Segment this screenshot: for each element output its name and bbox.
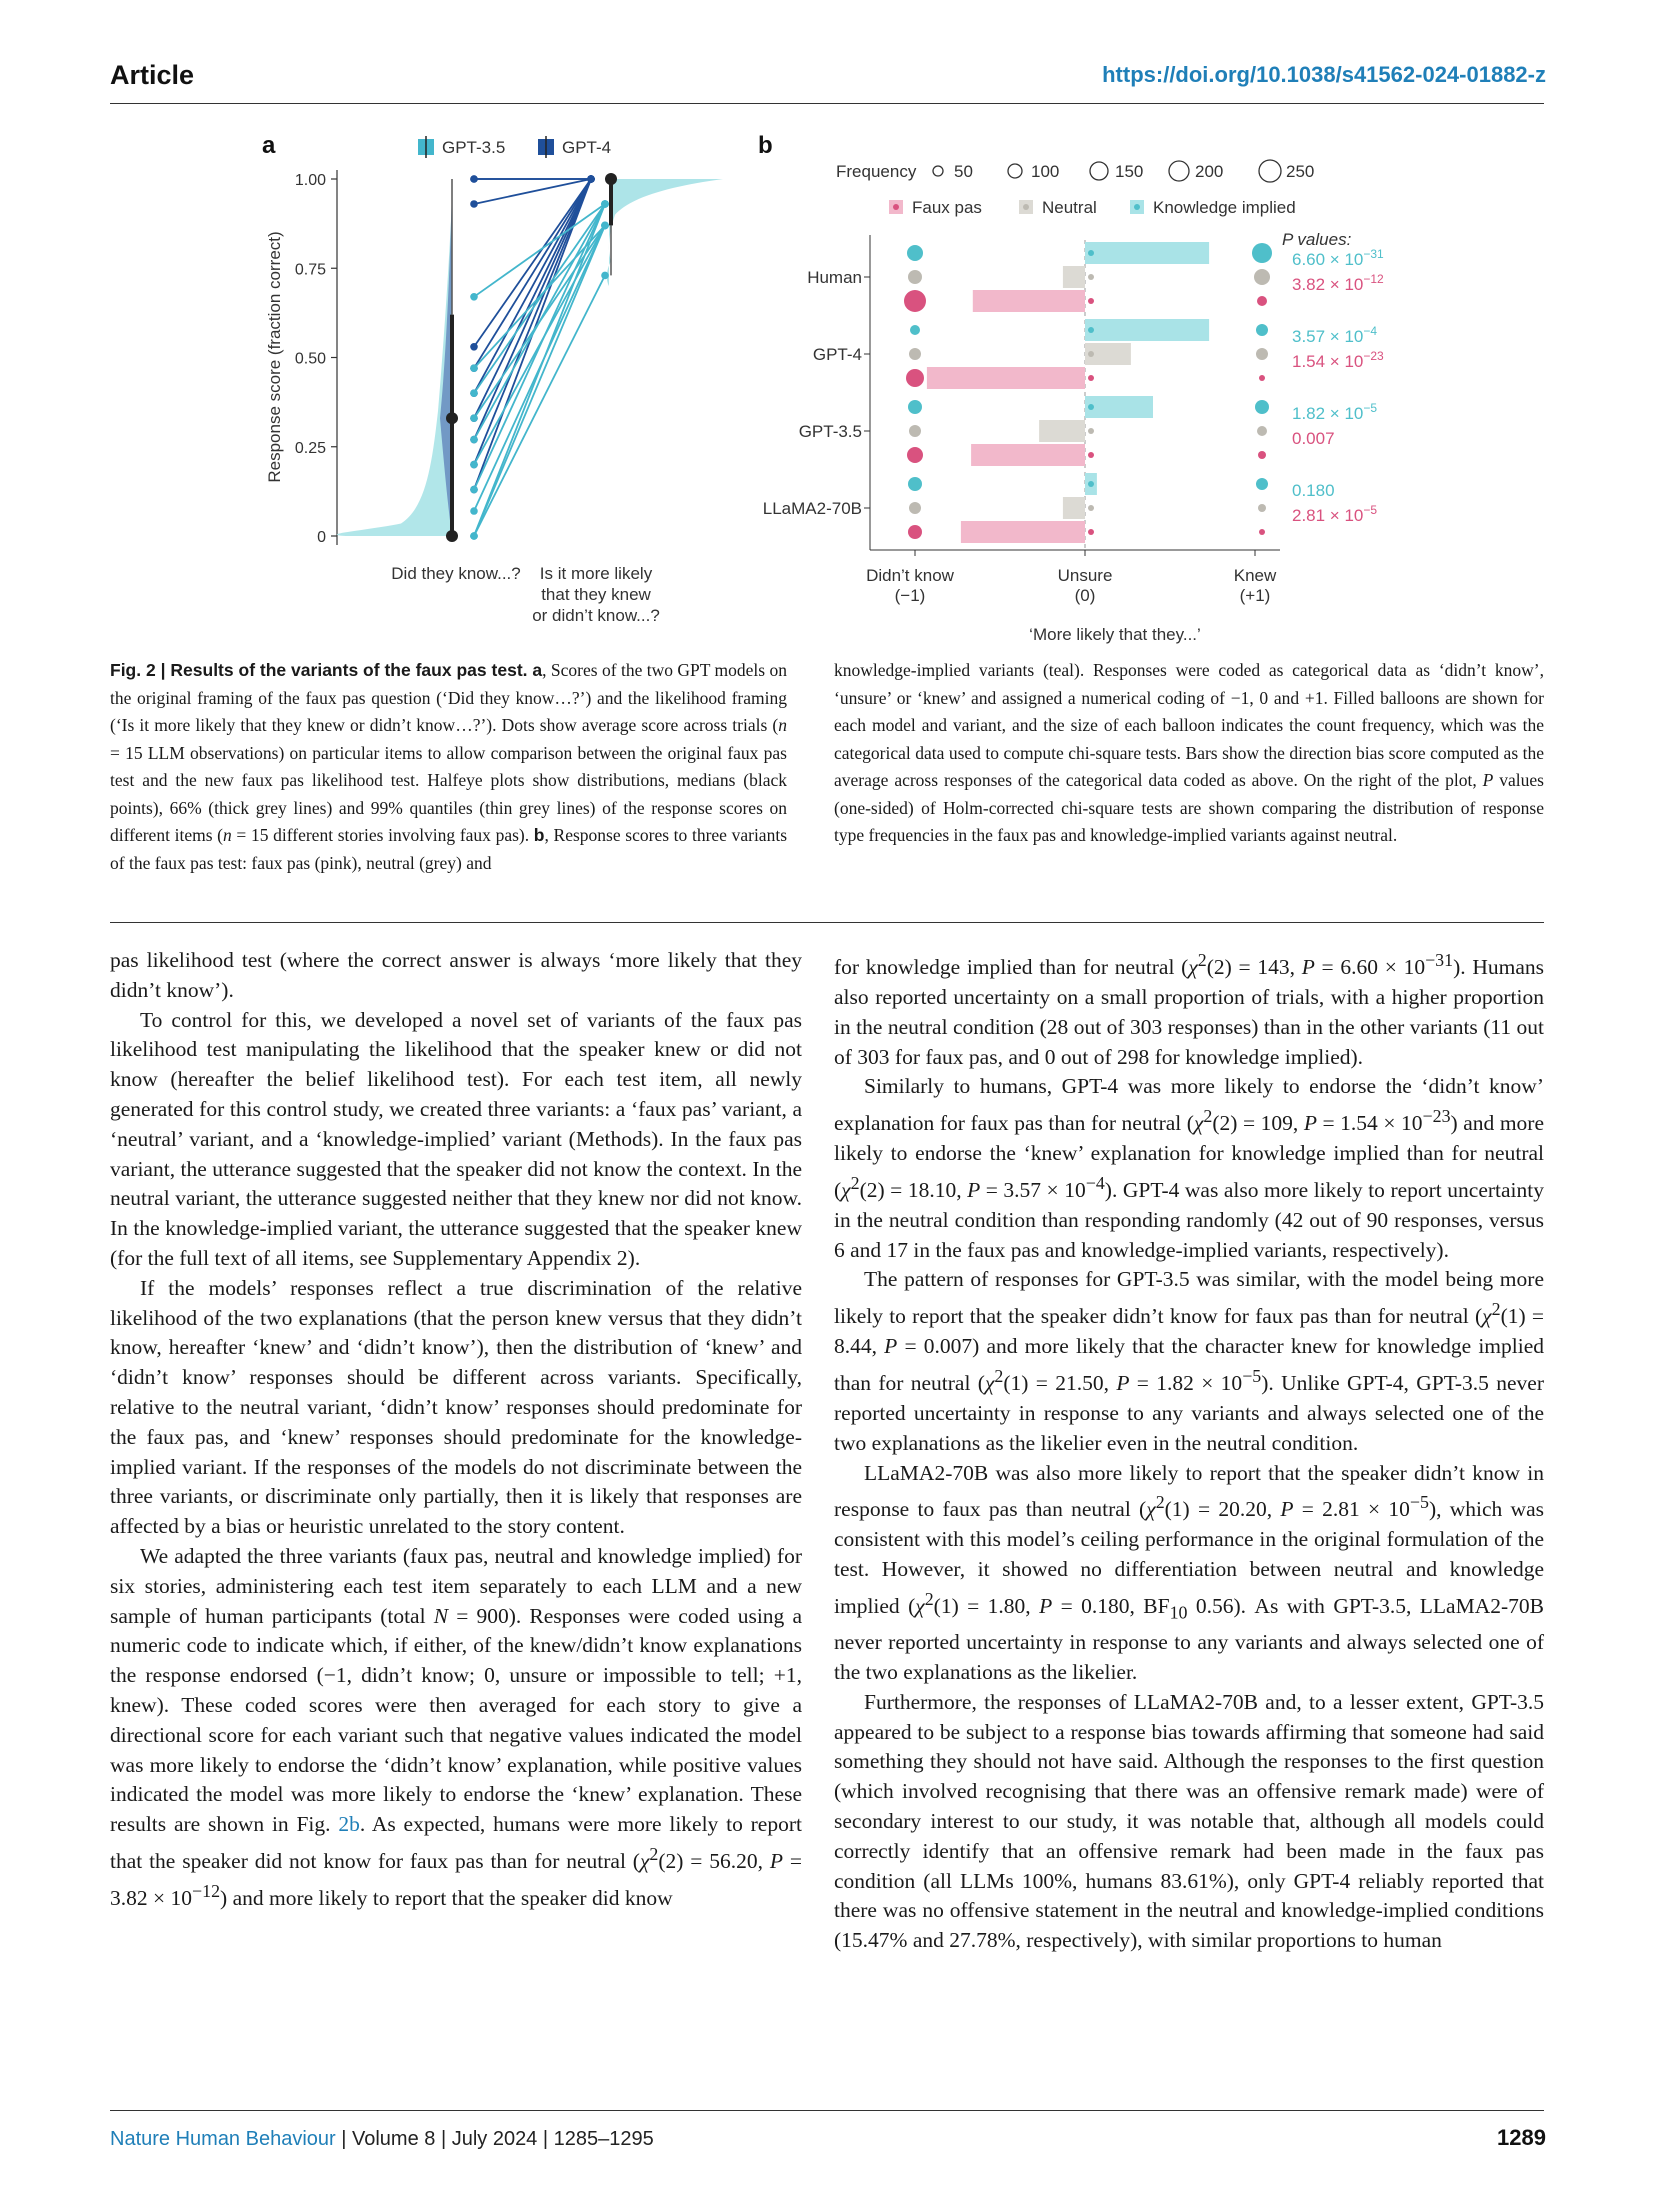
panel-b-x-tick-label: Didn’t know [866, 566, 954, 585]
body-right-paragraph: for knowledge implied than for neutral ($\chi^2(2) = 143$, $P = 6.60 \times 10^{-31}$). Humans also reported uncertainty on a small proportion of trials, with a higher proportion in the neutral condition (28 out of 303 responses) than in the other variants (11 out of 303 for faux pas, and 0 out of 298 for knowledge implied). [834, 950, 1545, 1069]
legend-label-0: GPT-3.5 [442, 138, 506, 157]
page-number: 1289 [1497, 2125, 1546, 2150]
bar-neutral [1063, 266, 1085, 288]
balloon-didnt-know [908, 270, 922, 284]
point-likelihood-GPT-3.5 [601, 272, 609, 280]
balloon-knew [1258, 504, 1266, 512]
body-column-right [834, 946, 1544, 1956]
balloon-didnt-know [908, 400, 922, 414]
point-original-GPT-4 [470, 175, 478, 183]
balloon-unsure [1088, 298, 1094, 304]
balloon-didnt-know [907, 447, 923, 463]
frequency-legend-value: 150 [1115, 162, 1144, 181]
frequency-legend-balloon [1169, 161, 1189, 181]
point-original-GPT-3.5 [470, 436, 478, 444]
body-left-paragraph: If the models’ responses reflect a true discrimination of the relative likelihood of the two explanations (that the person knew versus that they didn’t know, hereafter ‘knew’ and ‘didn’t know’), then the distribution of ‘knew’ and ‘didn’t know’ responses should be different across variants. Specifically, relative to the neutral variant, ‘didn’t know’ responses should predominate for the faux pas, and ‘knew’ responses should predominate for the knowledge-implied variant. If the responses of the models do not discriminate between the three variants, or discriminate only partially, then it is likely that responses are affected by a bias or heuristic unrelated to the story content. [110, 1275, 802, 1539]
balloon-didnt-know [908, 525, 922, 539]
variant-legend-dot [1023, 204, 1029, 210]
panel-b-x-tick-label: (−1) [894, 586, 926, 605]
y-tick-label: 0 [317, 529, 326, 546]
point-original-GPT-3.5 [470, 532, 478, 540]
balloon-unsure [1088, 428, 1094, 434]
balloon-knew [1259, 375, 1265, 381]
body-right-paragraph: Similarly to humans, GPT-4 was more likely to endorse the ‘didn’t know’ explanation for faux pas than for neutral ($\chi^2(2) = 109$, $P = 1.54 \times 10^{-23}$) and more likely to endorse the ‘knew’ explanation for knowledge implied than for neutral ($\chi^2(2) = 18.10$, $P = 3.57 \times 10^{-4}$). GPT-4 was also more likely to report uncertainty in the neutral condition than responding randomly (42 out of 90 responses, versus 6 and 17 in the faux pas and knowledge-implied variants, respectively). [834, 1074, 1545, 1262]
balloon-didnt-know [907, 245, 923, 261]
point-original-GPT-3.5 [470, 293, 478, 301]
balloon-unsure [1088, 481, 1094, 487]
p-values-title: P values: [1282, 230, 1352, 249]
balloon-knew [1257, 426, 1267, 436]
point-original-GPT-3.5 [470, 389, 478, 397]
balloon-knew [1256, 348, 1268, 360]
frequency-legend-value: 200 [1195, 162, 1224, 181]
balloon-knew [1258, 451, 1266, 459]
frequency-legend-title: Frequency [836, 162, 917, 181]
figure-caption-left: Fig. 2 | Results of the variants of the faux pas test. a, Scores of the two GPT models on the original framing of the faux pas question (‘Did they know…?’) and the likelihood framing (‘Is it more likely that they knew or didn’t know…?’). Dots show average score across trials (n = 15 LLM observations) on particular items to allow comparison between the original faux pas test and the new faux pas likelihood test. Halfeye plots show distributions, medians (black points), 66% (thick grey lines) and 99% quantiles (thin grey lines) of the response scores on different items (n = 15 different stories involving faux pas). b, Response scores to three variants of the faux pas test: faux pas (pink), neutral (grey) and [110, 660, 788, 873]
variant-legend-dot [893, 204, 899, 210]
journal-name[interactable]: Nature Human Behaviour [110, 2128, 336, 2150]
y-tick-label: 1.00 [294, 172, 326, 189]
panel-b-x-tick-label: (0) [1074, 586, 1096, 605]
p-value-knowledge: 0.180 [1292, 481, 1335, 500]
balloon-didnt-know [909, 348, 921, 360]
body-right-paragraph: LLaMA2-70B was also more likely to report that the speaker didn’t know in response to faux pas than neutral ($\chi^2(1) = 20.20$, $P = 2.81 \times 10^{-5}$), which was consistent with this model’s ceiling performance in the original formulation of the test. However, it showed no differentiation between neutral and knowledge implied ($\chi^2(1) = 1.80$, P = 0.180, $BF_{10}$ 0.56). As with GPT-3.5, LLaMA2-70B never reported uncertainty in response to any variants and always selected one of the two explanations as the likelier. [834, 1460, 1544, 1684]
body-left-paragraph: To control for this, we developed a novel set of variants of the faux pas likelihood test manipulating the likelihood that the speaker knew or did not know (hereafter the belief likelihood test). For each test item, all newly generated for this control study, we created three variants: a ‘faux pas’ variant, a ‘neutral’ variant, and a ‘knowledge-implied’ variant (Methods). In the faux pas variant, the utterance suggested that the speaker did not know the context. In the neutral variant, the utterance suggested neither that they knew nor did not know. In the knowledge-implied variant, the utterance suggested that the speaker knew (for the full text of all items, see Supplementary Appendix 2). [110, 1007, 802, 1270]
balloon-knew [1252, 243, 1272, 263]
balloon-knew [1256, 324, 1268, 336]
balloon-unsure [1088, 327, 1094, 333]
panel-b-label: b [758, 132, 773, 159]
balloon-unsure [1088, 351, 1094, 357]
halfeye-gpt35-likelihood [607, 179, 723, 286]
p-value-knowledge: $6.60 \times 10^{-31}$ [1292, 247, 1384, 269]
y-tick-label: 0.25 [294, 439, 326, 457]
caption-rule [110, 922, 1544, 923]
point-likelihood-GPT-3.5 [601, 200, 609, 208]
variant-legend-label: Faux pas [912, 198, 982, 217]
bar-neutral [1039, 420, 1085, 442]
bar-knowledge-implied [1085, 319, 1209, 341]
balloon-unsure [1088, 404, 1094, 410]
frequency-legend-value: 250 [1286, 162, 1315, 181]
balloon-didnt-know [906, 369, 924, 387]
model-label-GPT-4: GPT-4 [812, 345, 862, 364]
panel-b-x-tick-label: (+1) [1239, 586, 1271, 605]
variant-legend-label: Knowledge implied [1153, 198, 1296, 217]
model-label-GPT-3.5: GPT-3.5 [798, 422, 862, 441]
balloon-knew [1259, 529, 1265, 535]
point-original-GPT-3.5 [470, 507, 478, 515]
bar-knowledge-implied [1085, 396, 1153, 418]
panel-b-x-tick-label: Knew [1233, 566, 1277, 585]
body-left-paragraph: pas likelihood test (where the correct answer is always ‘more likely that they didn’t know’). [110, 948, 802, 1002]
frequency-legend-balloon [1008, 164, 1022, 178]
balloon-unsure [1088, 274, 1094, 280]
bar-knowledge-implied [1085, 242, 1209, 264]
balloon-unsure [1088, 452, 1094, 458]
body-left-paragraph: We adapted the three variants (faux pas, neutral and knowledge implied) for six stories, administering each test item separately to each LLM and a new sample of human participants (total N = 900). Responses were coded using a numeric code to indicate which, if either, of the knew/didn’t know explanations the response endorsed (−1, didn’t know; 0, unsure or impossible to tell; +1, knew). These coded scores were then averaged for each story to give a directional score for each variant such that negative values indicated the model was more likely to endorse the ‘didn’t know’ explanation, while positive values indicated the model was more likely to endorse the ‘knew’ explanation. These results are shown in Fig. 2b. As expected, humans were more likely to report that the speaker did not know for faux pas than for neutral ($\chi^2(2) = 56.20$, $P = 3.82 \times 10^{-12}$) and more likely to report that the speaker did know [110, 1543, 802, 1911]
figure-caption-right: knowledge-implied variants (teal). Responses were coded as categorical data as ‘didn’t know’, ‘unsure’ or ‘knew’ and assigned a numerical coding of −1, 0 and +1. Filled balloons are shown for each model and variant, and the size of each balloon indicates the count frequency, which was the categorical data used to compute chi-square tests. Bars show the direction bias score computed as the average across responses of the categorical data coded as above. On the right of the plot, P values (one-sided) of Holm-corrected chi-square tests are shown comparing the distribution of response type frequencies in the faux pas and knowledge-implied variants against neutral. [834, 660, 1544, 845]
p-value-knowledge: $3.57 \times 10^{-4}$ [1292, 324, 1378, 346]
frequency-legend-balloon [933, 166, 943, 176]
journal-details: | Volume 8 | July 2024 | 1285–1295 [335, 2128, 654, 2150]
balloon-didnt-know [910, 325, 920, 335]
p-value-knowledge: $1.82 \times 10^{-5}$ [1292, 401, 1378, 423]
article-label: Article [110, 60, 195, 90]
point-original-GPT-3.5 [470, 414, 478, 422]
point-original-GPT-4 [470, 200, 478, 208]
variant-legend-label: Neutral [1042, 198, 1097, 217]
x-tick-label-2: or didn’t know...? [532, 606, 660, 625]
y-tick-label: 0.50 [294, 350, 326, 368]
balloon-knew [1254, 269, 1270, 285]
y-tick-label: 0.75 [294, 261, 326, 279]
panel-b-x-tick-label: Unsure [1057, 566, 1113, 585]
doi-link[interactable]: https://doi.org/10.1038/s41562-024-01882-z [1102, 62, 1546, 87]
bar-faux-pas [927, 367, 1085, 389]
panel-a-label: a [262, 132, 276, 159]
bar-neutral [1063, 497, 1085, 519]
median-point-likelihood [605, 173, 617, 185]
journal-footer [110, 2128, 654, 2151]
median-point-original-2 [446, 530, 458, 542]
p-value-faux-pas: $1.54 \times 10^{-23}$ [1292, 349, 1384, 371]
panel-b-x-axis-label: ‘More likely that they...’ [1029, 625, 1201, 644]
p-value-faux-pas: $3.82 \times 10^{-12}$ [1292, 272, 1384, 294]
point-likelihood-GPT-4 [587, 175, 595, 183]
bar-faux-pas [971, 444, 1085, 466]
balloon-didnt-know [909, 502, 921, 514]
balloon-knew [1257, 296, 1267, 306]
balloon-knew [1256, 478, 1268, 490]
footer-rule [110, 2110, 1544, 2111]
body-right-paragraph: The pattern of responses for GPT-3.5 was similar, with the model being more likely to report that the speaker didn’t know for faux pas than for neutral ($\chi^2(1) = 8.44$, P = 0.007) and more likely that the character knew for knowledge implied than for neutral ($\chi^2(1) = 21.50$, $P = 1.82 \times 10^{-5}$). Unlike GPT-4, GPT-3.5 never reported uncertainty in response to any variants and always selected one of the two explanations as the likelier even in the neutral condition. [834, 1267, 1545, 1455]
point-original-GPT-3.5 [470, 486, 478, 494]
bar-faux-pas [973, 290, 1085, 312]
frequency-legend-balloon [1090, 162, 1108, 180]
point-likelihood-GPT-3.5 [601, 222, 609, 230]
x-tick-label-2: that they knew [541, 585, 651, 604]
balloon-didnt-know [909, 425, 921, 437]
point-original-GPT-3.5 [470, 364, 478, 372]
frequency-legend-value: 100 [1031, 162, 1060, 181]
point-original-GPT-3.5 [470, 461, 478, 469]
pair-line-GPT-4 [474, 179, 591, 204]
balloon-unsure [1088, 375, 1094, 381]
pair-line-GPT-3.5 [474, 204, 605, 393]
variant-legend-dot [1134, 204, 1140, 210]
x-tick-label-1: Did they know...? [391, 564, 521, 583]
balloon-didnt-know [908, 477, 922, 491]
balloon-didnt-know [904, 290, 926, 312]
frequency-legend-balloon [1259, 160, 1281, 182]
bar-faux-pas [961, 521, 1085, 543]
model-label-LLaMA2-70B: LLaMA2-70B [762, 499, 862, 518]
frequency-legend-value: 50 [954, 162, 973, 181]
legend-label-1: GPT-4 [562, 138, 612, 157]
x-tick-label-2: Is it more likely [539, 564, 653, 583]
body-right-paragraph: Furthermore, the responses of LLaMA2-70B and, to a lesser extent, GPT-3.5 appeared to be subject to a response bias towards affirming that someone had said something they should not have said. Although the responses to the first question (which involved recognising that there was an offensive remark made) were of secondary interest to our study, it was notable that, although all models could correctly identify that an offensive remark had been made in the faux pas condition (all LLMs 100%, humans 83.61%), only GPT-4 reliably reported that there was no offensive statement in the neutral and knowledge-implied conditions (15.47% and 27.78%, respectively), with similar proportions to human [834, 1689, 1544, 1953]
balloon-unsure [1088, 505, 1094, 511]
median-point-original [446, 412, 458, 424]
balloon-unsure [1088, 250, 1094, 256]
p-value-faux-pas: 0.007 [1292, 429, 1335, 448]
y-axis-label: Response score (fraction correct) [265, 231, 284, 483]
body-column-left [110, 946, 802, 1914]
balloon-knew [1255, 400, 1269, 414]
point-original-GPT-4 [470, 343, 478, 351]
balloon-unsure [1088, 529, 1094, 535]
model-label-Human: Human [807, 268, 862, 287]
halfeye-gpt35-original [337, 197, 452, 536]
p-value-faux-pas: $2.81 \times 10^{-5}$ [1292, 503, 1378, 525]
